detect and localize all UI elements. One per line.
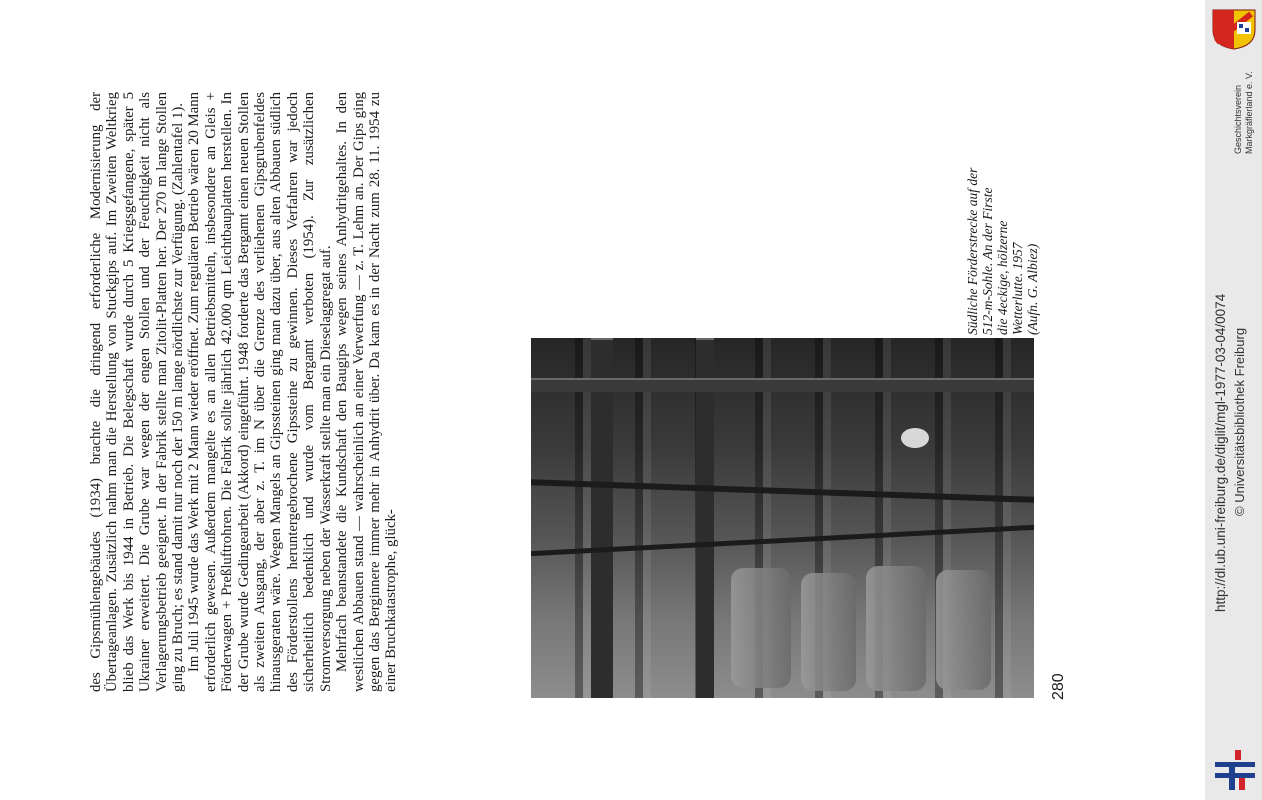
caption-line: Wetterlutte. 1957 [1010,242,1025,335]
page-number: 280 [1050,673,1067,700]
caption-line: die 4eckige, hölzerne [995,220,1010,335]
paragraph-2: Im Juli 1945 wurde das Werk mit 2 Mann wieder eröffnet. Zum regulären Betrieb wären 20 Mann erforderlich gewesen. Außerdem mangelte es an allen Betriebsmitteln, insbesondere an Gleis + Förderwagen + Preßluftrohren. Die Fabrik sollte jährlich 42.000 qm Leichtbauplatten herstellen. In der Grube wurde Gedingearbeit (Akkord) eingeführt. 1948 forderte das Bergamt einen neuen Stollen als zweiten Ausgang, der aber z. T. im N über die Grenze des verliehenen Gipsgrubenfeldes hinausgeraten wäre. Wegen Mangels an Gipssteinen ging man dazu über, aus alten Abbauen südlich des Förderstollens heruntergebrochene Gipssteine zu gewinnen. Dieses Verfahren war jedoch sicherheitlich bedenklich und wurde vom Bergamt verboten (1954). Zur zusätzlichen Stromversorgung neben der Wasserkraft stellte man ein Dieselaggregat auf. [186,92,334,692]
document-url-link[interactable]: http://dl.ub.uni-freiburg.de/diglit/mgl-1977-03-04/0074 [1213,293,1228,612]
paragraph-1: des Gipsmühlengebäudes (1934) brachte die dringend erforderliche Modernisierung der Übertageanlagen. Zusätzlich nahm man die Herstellung von Stuckgips auf. Im Zweiten Weltkrieg blieb das Werk bis 1944 in Betrieb. Die Belegschaft wurde durch 5 Kriegsgefangene, später 5 Ukrainer erweitert. Die Grube war wegen der engen Stollen und der Feuchtigkeit nicht als Verlagerungsbetrieb geeignet. In der Fabrik stellte man Zitolit-Platten her. Der 270 m lange Stollen ging zu Bruch; es stand damit nur noch der 150 m lange nördlichste zur Verfügung. (Zahlentafel 1). [88,92,187,692]
photo-caption [965,75,1040,335]
society-name: Geschichtsverein [1233,84,1243,154]
copyright-notice: © Universitätsbibliothek Freiburg [1232,327,1247,516]
caption-line: 512-m-Sohle. An der Firste [980,187,995,335]
mine-gallery-photo [531,338,1034,698]
paragraph-3: Mehrfach beanstandete die Kundschaft den Baugips wegen seines Anhydritgehaltes. In den westlichen Abbauen stand — wahrscheinlich an einer Verwerfung — z. T. Lehm an. Der Gips ging gegen das Berginnere immer mehr in Anhydrit über. Da kam es in der Nacht zum 28. 11. 1954 zu einer Bruchkatastrophe, glück- [334,92,400,692]
caption-line: Südliche Förderstrecke auf der [965,167,980,335]
society-name-2: Markgräflerland e. V. [1244,71,1254,154]
caption-line: (Aufn. G. Albiez) [1025,243,1040,335]
body-text [88,92,478,692]
university-library-logo-icon [1213,748,1257,792]
